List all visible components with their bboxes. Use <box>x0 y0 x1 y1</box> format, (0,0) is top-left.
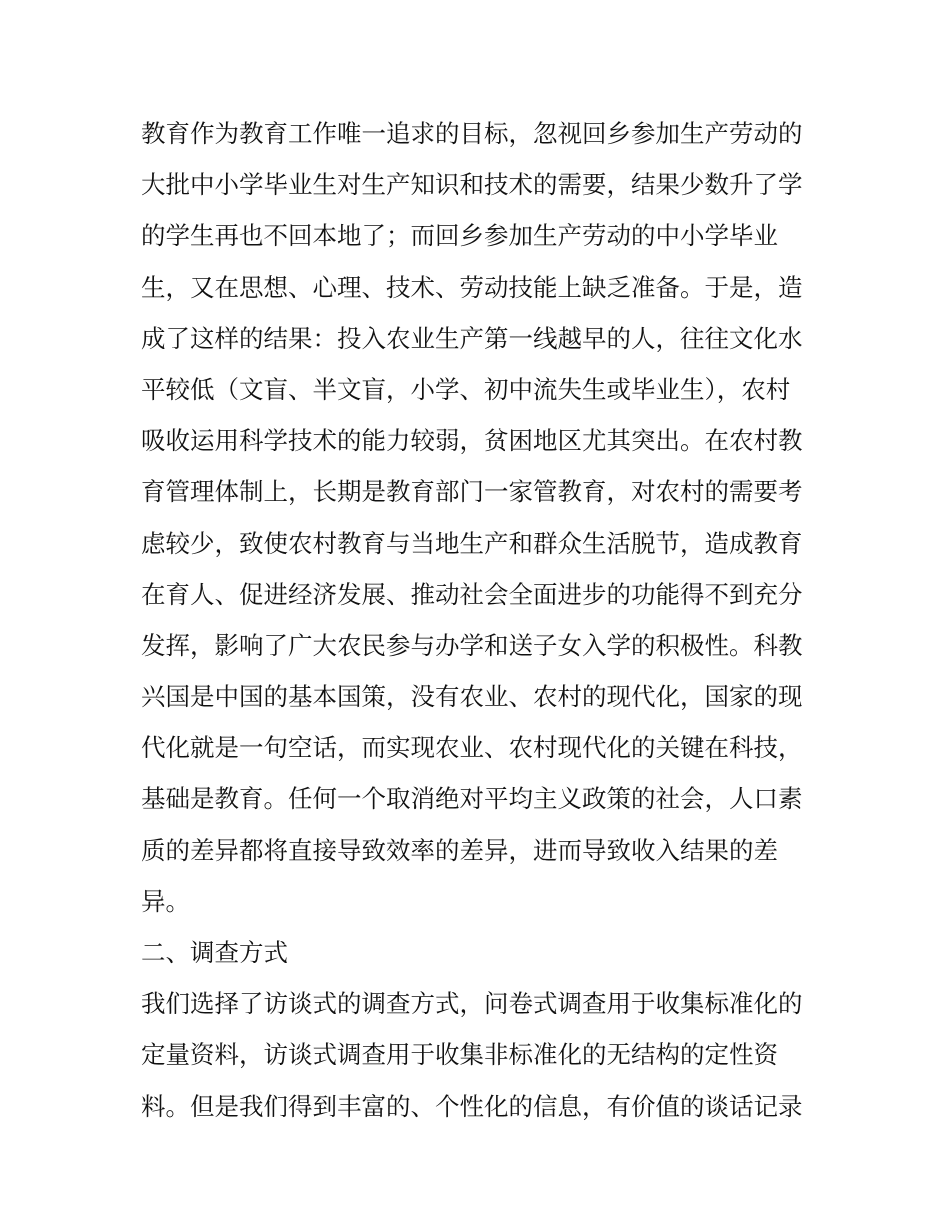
text-line: 基础是教育。任何一个取消绝对平均主义政策的社会，人口素 <box>141 784 803 814</box>
text-line: 兴国是中国的基本国策，没有农业、农村的现代化，国家的现 <box>141 682 803 712</box>
text-line: 的学生再也不回本地了；而回乡参加生产劳动的中小学毕业 <box>141 221 778 251</box>
text-line: 发挥，影响了广大农民参与办学和送子女入学的积极性。科教 <box>141 630 803 660</box>
text-line: 育管理体制上，长期是教育部门一家管教育，对农村的需要考 <box>141 477 803 507</box>
text-line: 我们选择了访谈式的调查方式，问卷式调查用于收集标准化的 <box>141 989 803 1019</box>
text-line: 平较低（文盲、半文盲，小学、初中流失生或毕业生），农村 <box>141 374 791 404</box>
text-line: 虑较少，致使农村教育与当地生产和群众生活脱节，造成教育 <box>141 528 803 558</box>
text-line: 料。但是我们得到丰富的、个性化的信息，有价值的谈话记录 <box>141 1091 803 1121</box>
text-line: 生，又在思想、心理、技术、劳动技能上缺乏准备。于是，造 <box>141 272 803 302</box>
section-heading: 二、调查方式 <box>141 938 288 967</box>
body-text <box>141 108 821 1132</box>
text-line: 定量资料，访谈式调查用于收集非标准化的无结构的定性资 <box>141 1040 778 1070</box>
text-line: 质的差异都将直接导致效率的差异，进而导致收入结果的差 <box>141 835 778 865</box>
text-line: 吸收运用科学技术的能力较弱，贫困地区尤其突出。在农村教 <box>141 426 803 456</box>
text-line: 大批中小学毕业生对生产知识和技术的需要，结果少数升了学 <box>141 170 803 200</box>
text-line: 成了这样的结果：投入农业生产第一线越早的人，往往文化水 <box>141 323 803 353</box>
text-line: 代化就是一句空话，而实现农业、农村现代化的关键在科技， <box>141 733 803 763</box>
text-line: 教育作为教育工作唯一追求的目标，忽视回乡参加生产劳动的 <box>141 119 803 148</box>
text-line: 在育人、促进经济发展、推动社会全面进步的功能得不到充分 <box>141 579 803 609</box>
text-line: 异。 <box>141 886 190 916</box>
